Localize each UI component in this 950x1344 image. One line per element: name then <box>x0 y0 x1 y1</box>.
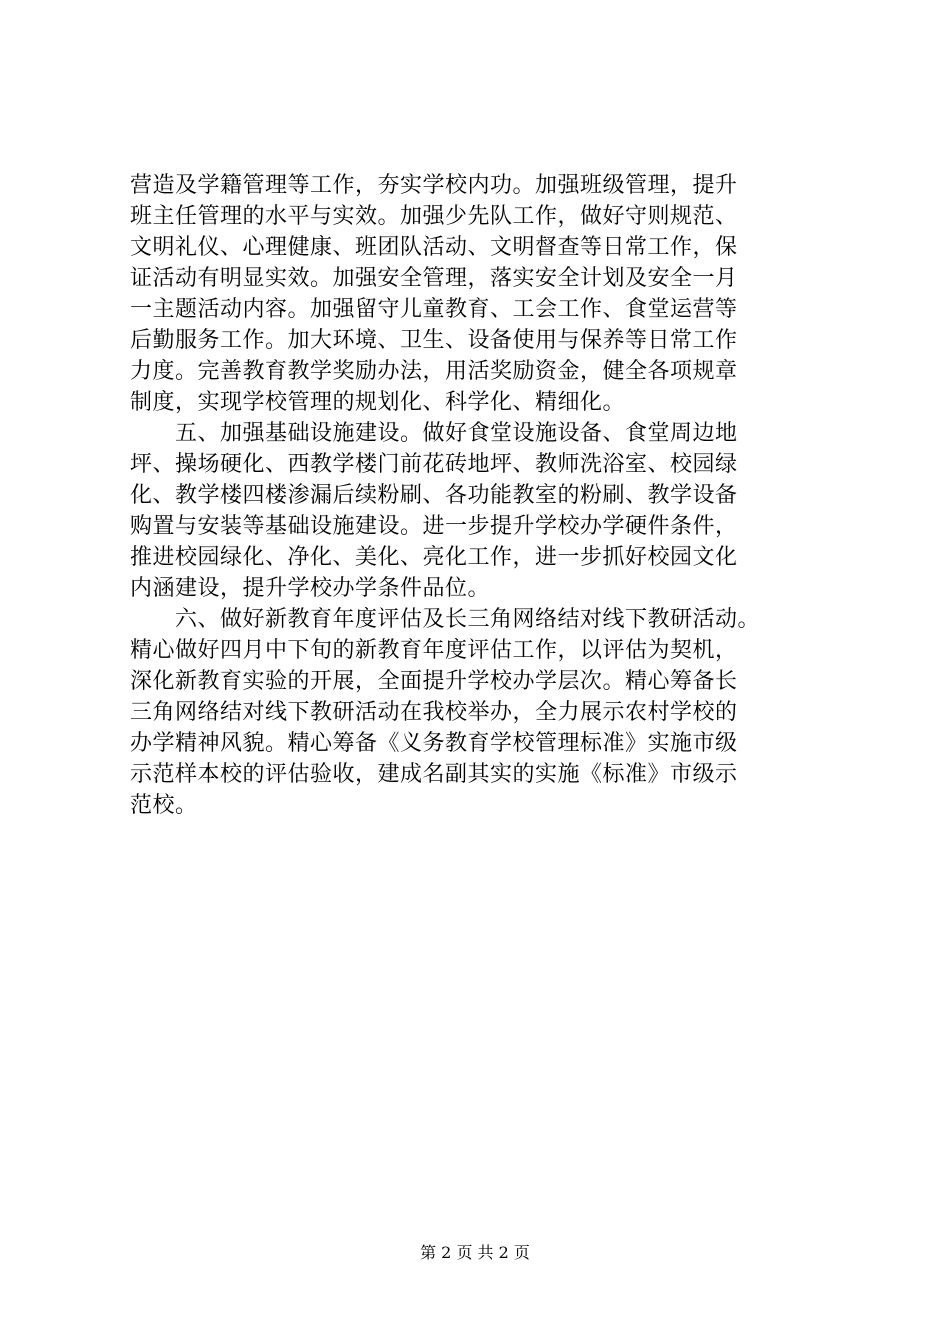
text-line: 证活动有明显实效。加强安全管理，落实安全计划及安全一月 <box>130 266 738 291</box>
text-line: 营造及学籍管理等工作，夯实学校内功。加强班级管理，提升 <box>130 173 738 198</box>
text-line: 购置与安装等基础设施建设。进一步提升学校办学硬件条件， <box>130 514 738 539</box>
text-line: 制度，实现学校管理的规划化、科学化、精细化。 <box>130 390 626 415</box>
text-line: 内涵建设，提升学校办学条件品位。 <box>130 576 491 601</box>
text-line: 精心做好四月中下旬的新教育年度评估工作，以评估为契机， <box>130 638 738 663</box>
text-line: 力度。完善教育教学奖励办法，用活奖励资金，健全各项规章 <box>130 359 738 384</box>
text-line: 班主任管理的水平与实效。加强少先队工作，做好守则规范、 <box>130 204 738 229</box>
text-line: 办学精神风貌。精心筹备《义务教育学校管理标准》实施市级 <box>130 731 738 756</box>
text-line: 三角网络结对线下教研活动在我校举办，全力展示农村学校的 <box>130 700 738 725</box>
paragraph-5-line: 五、加强基础设施建设。做好食堂设施设备、食堂周边地 <box>130 421 738 446</box>
text-line: 范校。 <box>130 793 198 818</box>
text-line: 深化新教育实验的开展，全面提升学校办学层次。精心筹备长 <box>130 669 738 694</box>
text-line: 示范样本校的评估验收，建成名副其实的实施《标准》市级示 <box>130 762 738 787</box>
page-number-footer: 第 2 页 共 2 页 <box>420 1243 530 1262</box>
text-line: 一主题活动内容。加强留守儿童教育、工会工作、食堂运营等 <box>130 297 738 322</box>
text-line: 化、教学楼四楼渗漏后续粉刷、各功能教室的粉刷、教学设备 <box>130 483 738 508</box>
text-line: 文明礼仪、心理健康、班团队活动、文明督查等日常工作，保 <box>130 235 738 260</box>
text-line: 推进校园绿化、净化、美化、亮化工作，进一步抓好校园文化 <box>130 545 738 570</box>
document-body <box>130 170 830 821</box>
text-line: 坪、操场硬化、西教学楼门前花砖地坪、教师洗浴室、校园绿 <box>130 452 738 477</box>
text-line: 后勤服务工作。加大环境、卫生、设备使用与保养等日常工作 <box>130 328 738 353</box>
paragraph-6-line: 六、做好新教育年度评估及长三角网络结对线下教研活动。 <box>130 607 761 632</box>
